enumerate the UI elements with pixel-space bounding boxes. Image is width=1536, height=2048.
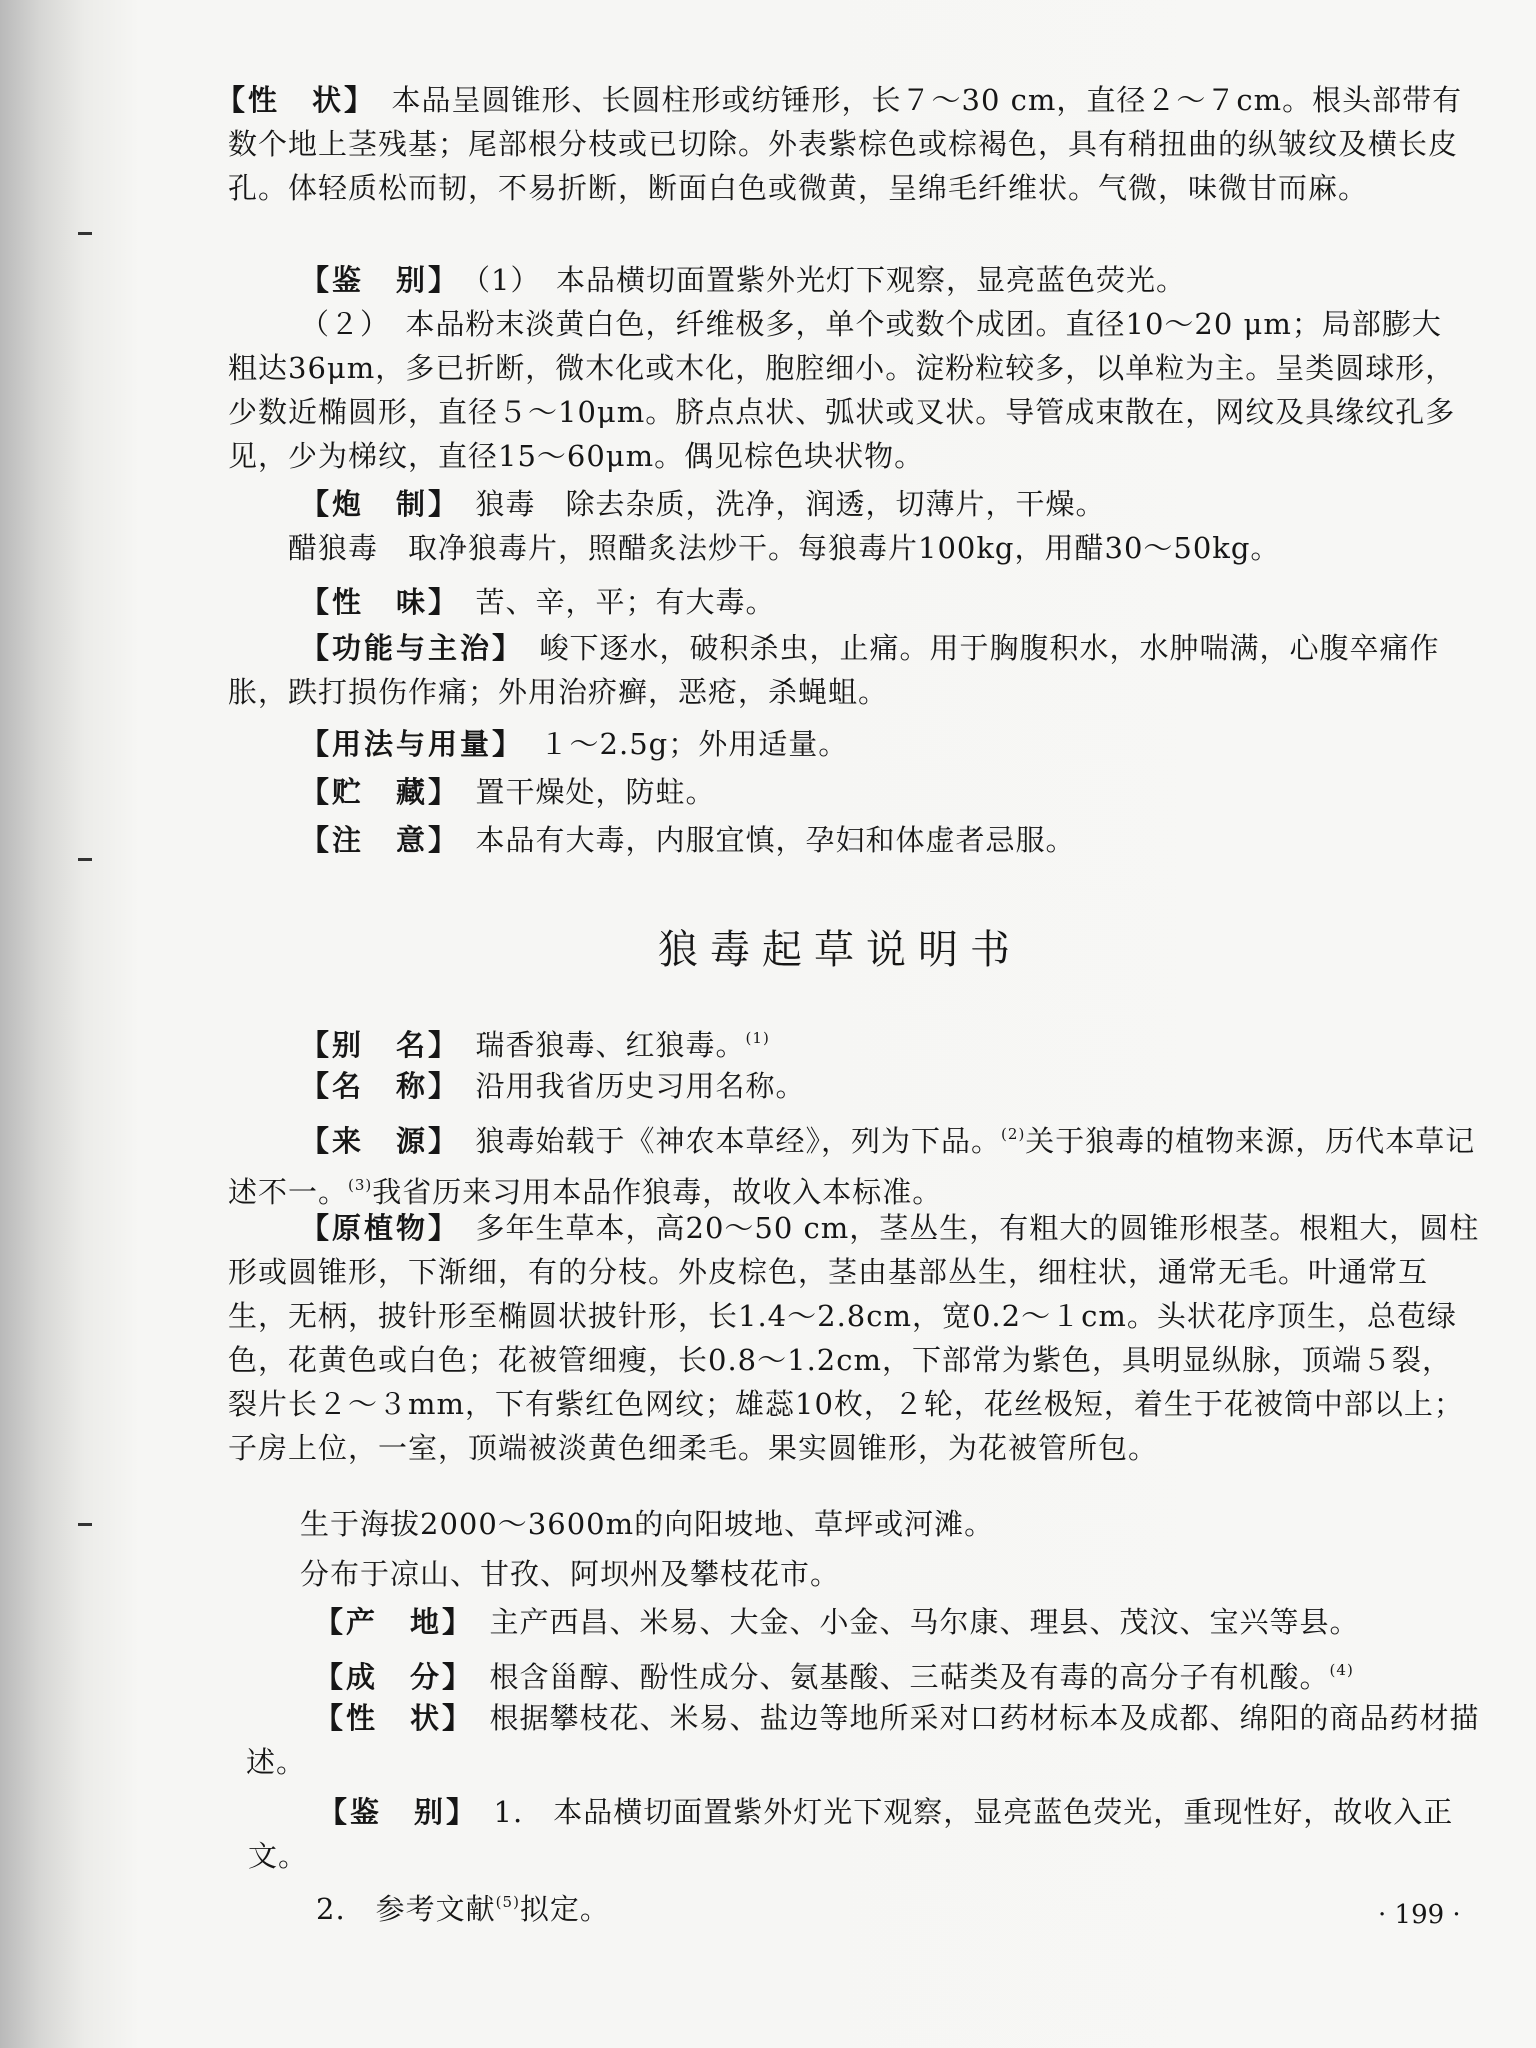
binding-mark (78, 858, 92, 861)
section-label: 【功能与主治】 (300, 631, 510, 665)
paragraph-xingzhuang (216, 78, 1464, 210)
paragraph-distribution (300, 1552, 1480, 1596)
reference-mark: (1) (745, 1029, 770, 1047)
section-label: 【别 名】 (300, 1028, 446, 1062)
section-label: 【注 意】 (300, 823, 446, 857)
paragraph-zhuyi (300, 818, 1464, 862)
section-label: 【来 源】 (300, 1124, 446, 1158)
paragraph-jianbie-4 (316, 1880, 1376, 1931)
section-text: 沿用我省历史习用名称。 (475, 1069, 806, 1103)
paragraph-yuanzhiwu (228, 1206, 1480, 1470)
reference-mark: (2) (1001, 1125, 1026, 1143)
section-text: 分布于凉山、甘孜、阿坝州及攀枝花市。 (300, 1557, 841, 1591)
paragraph-yongfa (300, 722, 1464, 766)
section-text: （1） 本品横切面置紫外光灯下观察，显亮蓝色荧光。 (475, 263, 1186, 297)
paragraph-jianbie-3 (248, 1790, 1498, 1878)
section-text: 多年生草本，高20～50 cm，茎丛生，有粗大的圆锥形根茎。根粗大，圆柱形或圆锥形，下渐细，有的分枝。外皮棕色，茎由基部丛生，细柱状，通常无毛。叶通常互生，无柄，披针形至椭圆状披针形，长1.4～2.8cm，宽0.2～１cm。头状花序顶生，总苞绿色，花黄色或白色；花被管细瘦，长0.8～1.2cm，下部常为紫色，具明显纵脉，顶端５裂，裂片长２～３mm，下有紫红色网纹；雄蕊10枚，２轮，花丝极短，着生于花被筒中部以上；子房上位，一室，顶端被淡黄色细柔毛。果实圆锥形，为花被管所包。 (228, 1211, 1480, 1465)
section-text: 关于狼毒的植物来源，历代本草记述不一。 (228, 1124, 1476, 1209)
paragraph-gongneng (228, 626, 1464, 714)
section-text: 狼毒始载于《神农本草经》，列为下品。 (475, 1124, 1002, 1158)
section-text: 1. 本品横切面置紫外灯光下观察，显亮蓝色荧光，重现性好，故收入正文。 (248, 1795, 1454, 1873)
section-label: 【产 地】 (314, 1605, 460, 1639)
paragraph-jianbie (300, 258, 1464, 302)
section-text: 我省历来习用本品作狼毒，故收入本标准。 (372, 1175, 943, 1209)
section-label: 【炮 制】 (300, 487, 446, 521)
paragraph-paozhi (300, 482, 1464, 526)
section-text: 根含甾醇、酚性成分、氨基酸、三萜类及有毒的高分子有机酸。 (489, 1660, 1330, 1694)
paragraph-laiyuan (228, 1112, 1480, 1214)
binding-mark (78, 1523, 92, 1526)
section-label: 【用法与用量】 (300, 727, 510, 761)
section-label: 【鉴 别】 (318, 1795, 464, 1829)
section-text: 本品呈圆锥形、长圆柱形或纺锤形，长７～30 cm，直径２～７cm。根头部带有数个地上茎残基；尾部根分枝或已切除。外表紫棕色或棕褐色，具有稍扭曲的纵皱纹及横长皮孔。体轻质松而韧，不易折断，断面白色或微黄，呈绵毛纤维状。气微，味微甘而麻。 (228, 83, 1463, 205)
section-text: 本品有大毒，内服宜慎，孕妇和体虚者忌服。 (475, 823, 1076, 857)
section-text: １～2.5g；外用适量。 (539, 727, 849, 761)
page-number: · 199 · (1378, 1900, 1461, 1930)
binding-mark (78, 232, 92, 235)
paragraph-jianbie-2 (228, 302, 1464, 478)
section-text: 主产西昌、米易、大金、小金、马尔康、理县、茂汶、宝兴等县。 (489, 1605, 1360, 1639)
section-text: （２） 本品粉末淡黄白色，纤维极多，单个或数个成团。直径10～20 μm；局部膨大粗达36μm，多已折断，微木化或木化，胞腔细小。淀粉粒较多，以单粒为主。呈类圆球形，少数近椭圆形，直径５～10μm。脐点点状、弧状或叉状。导管成束散在，网纹及具缘纹孔多见，少为梯纹，直径15～60μm。偶见棕色块状物。 (228, 307, 1456, 473)
section-label: 【性 状】 (216, 83, 362, 117)
section-label: 【性 状】 (314, 1701, 460, 1735)
paragraph-zhucang (300, 770, 1464, 814)
paragraph-paozhi-2 (288, 526, 1464, 570)
reference-mark: (3) (348, 1176, 373, 1194)
section-label: 【原植物】 (300, 1211, 446, 1245)
section-text: 苦、辛，平；有大毒。 (475, 585, 776, 619)
reference-mark: (4) (1329, 1661, 1354, 1679)
section-text: 2. 参考文献 (316, 1892, 496, 1926)
section-text: 峻下逐水，破积杀虫，止痛。用于胸腹积水，水肿喘满，心腹卒痛作胀，跌打损伤作痛；外用治疥癣，恶疮，杀蝇蛆。 (228, 631, 1440, 709)
paragraph-xingzhuang-2 (246, 1696, 1484, 1784)
section-label: 【成 分】 (314, 1660, 460, 1694)
section-text: 生于海拔2000～3600m的向阳坡地、草坪或河滩。 (300, 1507, 995, 1541)
section-text: 拟定。 (519, 1892, 610, 1926)
paragraph-bieming (300, 1016, 1480, 1067)
paragraph-chandi (314, 1600, 1484, 1644)
section-text: 瑞香狼毒、红狼毒。 (475, 1028, 746, 1062)
section-label: 【名 称】 (300, 1069, 446, 1103)
section-text: 置干燥处，防蛀。 (475, 775, 716, 809)
reference-mark: (5) (495, 1893, 520, 1911)
section-text: 狼毒 除去杂质，洗净，润透，切薄片，干燥。 (475, 487, 1106, 521)
section-text: 根据攀枝花、米易、盐边等地所采对口药材标本及成都、绵阳的商品药材描述。 (246, 1701, 1480, 1779)
section-label: 【性 味】 (300, 585, 446, 619)
section-text: 醋狼毒 取净狼毒片，照醋炙法炒干。每狼毒片100kg，用醋30～50kg。 (288, 531, 1281, 565)
section-label: 【鉴 别】 (300, 263, 446, 297)
paragraph-habitat (300, 1502, 1480, 1546)
paragraph-chengfen (314, 1648, 1484, 1699)
paragraph-xingwei (300, 580, 1464, 624)
paragraph-mingcheng (300, 1064, 1480, 1108)
section-label: 【贮 藏】 (300, 775, 446, 809)
document-title: 狼毒起草说明书 (658, 927, 1022, 973)
